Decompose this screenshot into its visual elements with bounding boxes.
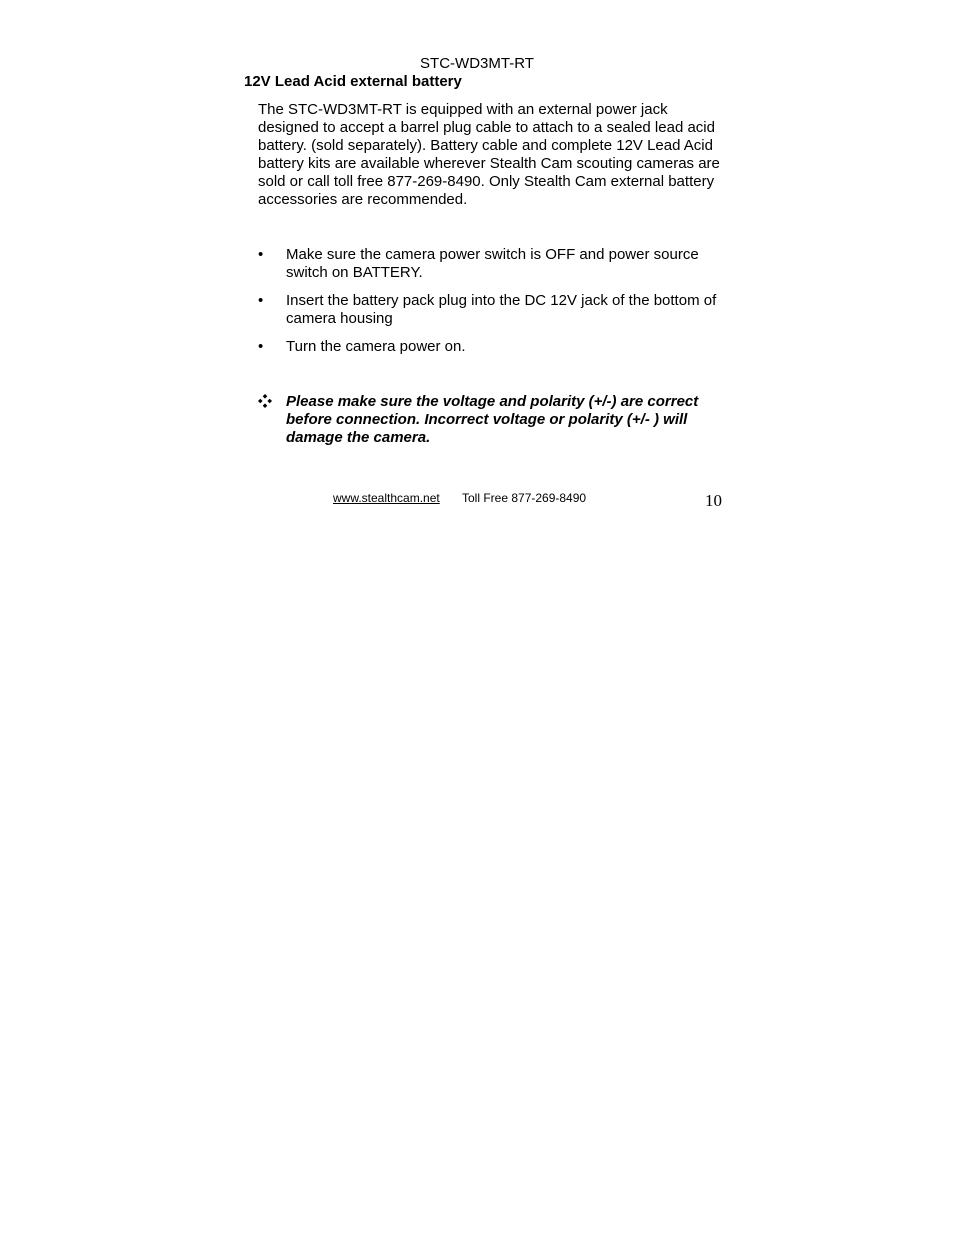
section-title: 12V Lead Acid external battery <box>244 73 462 90</box>
page-number: 10 <box>705 491 722 510</box>
list-item <box>258 246 728 282</box>
website-link[interactable]: www.stealthcam.net <box>333 491 440 505</box>
warning-text: Please make sure the voltage and polarity (+/-) are correct before connection. Incorrect voltage or polarity (+/- ) will damage the camera. <box>286 393 699 446</box>
step-text: Insert the battery pack plug into the DC 12V jack of the bottom of camera housing <box>286 292 717 327</box>
toll-free-phone: Toll Free 877-269-8490 <box>462 491 587 505</box>
steps-list <box>258 246 728 366</box>
bullet-icon: • <box>258 338 264 355</box>
intro-paragraph: The STC-WD3MT-RT is equipped with an external power jack designed to accept a barrel plug cable to attach to a sealed lead acid battery. (sold separately). Battery cable and complete 12V Lead Acid battery kits are available wherever Stealth Cam scouting cameras are sold or call toll free 877-269-8490. Only Stealth Cam external battery accessories are recommended. <box>258 101 720 208</box>
warning-note <box>258 393 728 447</box>
bullet-icon: • <box>258 246 264 263</box>
list-item <box>258 292 728 328</box>
page-header-model: STC-WD3MT-RT <box>420 55 534 72</box>
four-diamond-icon <box>258 394 272 408</box>
step-text: Turn the camera power on. <box>286 338 466 355</box>
bullet-icon: • <box>258 292 264 309</box>
list-item <box>258 338 728 356</box>
step-text: Make sure the camera power switch is OFF and power source switch on BATTERY. <box>286 246 699 281</box>
